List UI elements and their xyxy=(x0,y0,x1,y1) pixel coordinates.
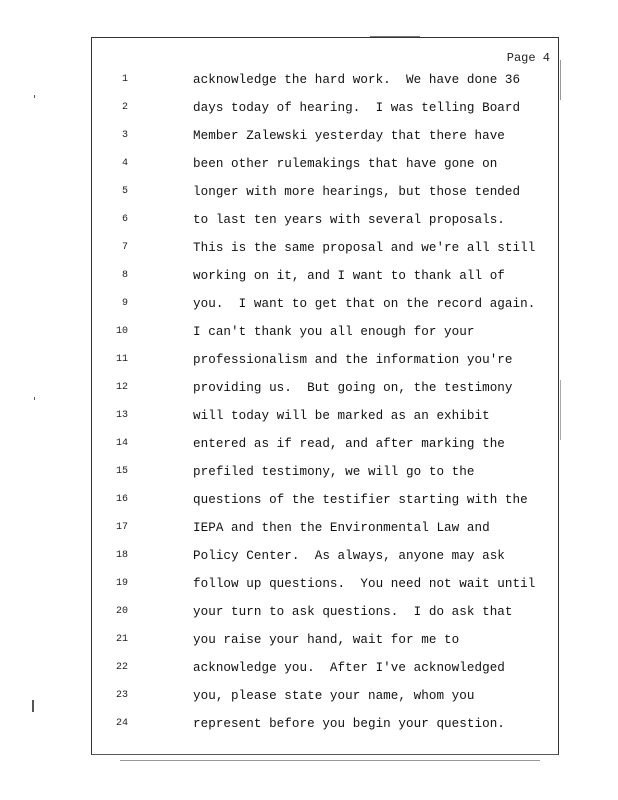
line-number: 6 xyxy=(121,214,128,225)
transcript-line: you. I want to get that on the record again. xyxy=(193,297,536,311)
line-number: 7 xyxy=(121,242,128,253)
line-number: 1 xyxy=(121,74,128,85)
line-number: 12 xyxy=(115,382,128,393)
line-number: 2 xyxy=(121,102,128,113)
line-number: 8 xyxy=(121,270,128,281)
transcript-line: IEPA and then the Environmental Law and xyxy=(193,521,490,535)
transcript-line: acknowledge the hard work. We have done 36 xyxy=(193,73,521,87)
scan-speck xyxy=(34,397,35,400)
line-number: 24 xyxy=(115,718,128,729)
line-number: 14 xyxy=(115,438,128,449)
line-number: 9 xyxy=(121,298,128,309)
transcript-line: This is the same proposal and we're all still xyxy=(193,241,536,255)
line-number: 22 xyxy=(115,662,128,673)
transcript-line: been other rulemakings that have gone on xyxy=(193,157,498,171)
transcript-line: professionalism and the information you're xyxy=(193,353,513,367)
line-number: 3 xyxy=(121,130,128,141)
line-number: 4 xyxy=(121,158,128,169)
scan-speck xyxy=(120,760,540,761)
line-number: 21 xyxy=(115,634,128,645)
scan-speck xyxy=(34,95,35,98)
transcript-line: Policy Center. As always, anyone may ask xyxy=(193,549,505,563)
scan-speck xyxy=(370,36,420,37)
transcript-line: will today will be marked as an exhibit xyxy=(193,409,490,423)
line-number: 11 xyxy=(115,354,128,365)
line-number: 18 xyxy=(115,550,128,561)
line-number: 13 xyxy=(115,410,128,421)
line-number: 20 xyxy=(115,606,128,617)
transcript-line: Member Zalewski yesterday that there have xyxy=(193,129,505,143)
transcript-line: represent before you begin your question. xyxy=(193,717,505,731)
line-number: 16 xyxy=(115,494,128,505)
transcript-line: you, please state your name, whom you xyxy=(193,689,475,703)
scan-speck xyxy=(32,700,34,712)
line-number: 5 xyxy=(121,186,128,197)
transcript-line: I can't thank you all enough for your xyxy=(193,325,475,339)
transcript-line: your turn to ask questions. I do ask that xyxy=(193,605,513,619)
line-number: 17 xyxy=(115,522,128,533)
transcript-line: you raise your hand, wait for me to xyxy=(193,633,460,647)
transcript-line: days today of hearing. I was telling Board xyxy=(193,101,521,115)
page-number: Page 4 xyxy=(506,51,550,65)
transcript-line: acknowledge you. After I've acknowledged xyxy=(193,661,505,675)
transcript-line: entered as if read, and after marking the xyxy=(193,437,505,451)
line-number: 23 xyxy=(115,690,128,701)
transcript-line: providing us. But going on, the testimony xyxy=(193,381,513,395)
transcript-line: follow up questions. You need not wait until xyxy=(193,577,536,591)
scan-speck xyxy=(560,380,561,440)
transcript-line: to last ten years with several proposals. xyxy=(193,213,505,227)
line-number: 19 xyxy=(115,578,128,589)
scan-speck xyxy=(560,60,561,100)
transcript-page xyxy=(91,37,559,755)
transcript-line: longer with more hearings, but those tended xyxy=(193,185,521,199)
line-number: 15 xyxy=(115,466,128,477)
transcript-line: questions of the testifier starting with the xyxy=(193,493,528,507)
transcript-line: working on it, and I want to thank all of xyxy=(193,269,505,283)
line-number: 10 xyxy=(115,326,128,337)
transcript-line: prefiled testimony, we will go to the xyxy=(193,465,475,479)
